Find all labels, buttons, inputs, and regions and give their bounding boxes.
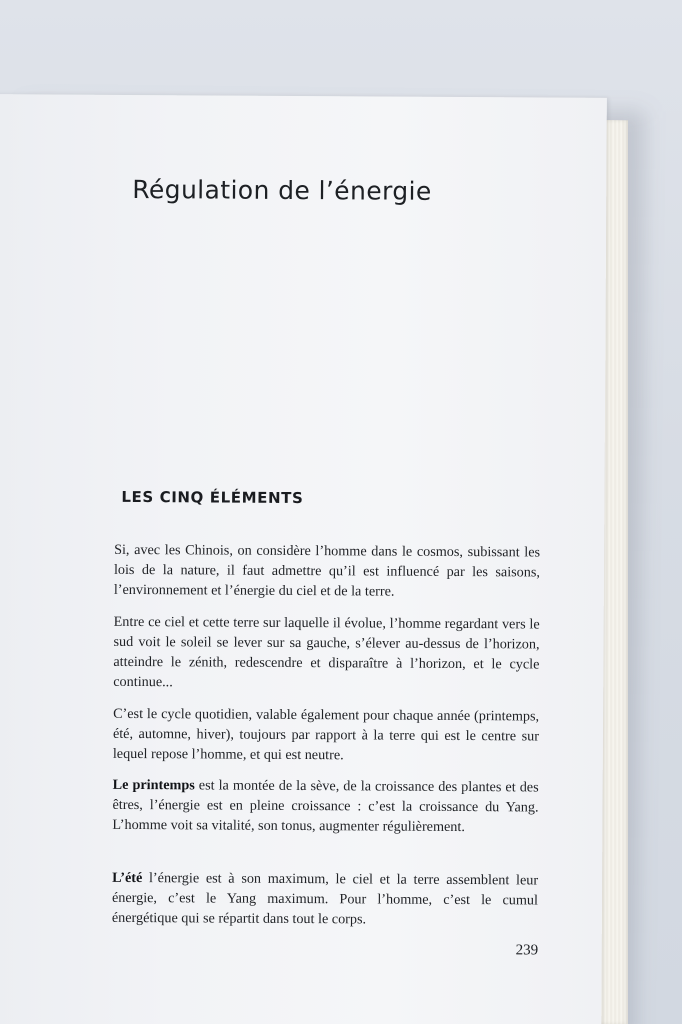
paragraph-2 — [113, 612, 539, 695]
paragraph-4 — [112, 775, 538, 838]
section-heading: LES CINQ ÉLÉMENTS — [121, 487, 304, 508]
page-number: 239 — [515, 942, 539, 959]
paragraph-1-text: Si, avec les Chinois, on considère l’homme dans le cosmos, subissant les lois de la nature, il faut admettre qu’il est influencé par les saisons, l’environnement et l’énergie du ciel et de la terre. — [113, 541, 541, 600]
paragraph-5-lead: L’été — [112, 869, 143, 887]
paragraph-4-text: est la montée de la sève, de la croissance des plantes et des êtres, l’énergie est en pleine croissance : c’est la croissance du Yang. L’homme voit sa vitalité, son tonus, augmenter régulièrement. — [112, 777, 539, 836]
chapter-title: Régulation de l’énergie — [132, 174, 432, 206]
paragraph-2-text: Entre ce ciel et cette terre sur laquelle il évolue, l’homme regardant vers le sud voit le soleil se lever sur sa gauche, s’élever au-dessus de l’horizon, atteindre le zénith, redescendre et disparaître à l’horizon, et le cycle continue... — [113, 613, 540, 691]
paragraph-5 — [112, 868, 538, 931]
paragraph-3-text: C’est le cycle quotidien, valable également pour chaque année (printemps, été, automne, hiver), toujours par rapport à la terre qui est le centre sur lequel repose l’homme, et qui est neutre. — [112, 705, 540, 764]
paragraph-5-text: l’énergie est à son maximum, le ciel et la terre assemblent leur énergie, c’est le Yang maximum. Pour l’homme, c’est le cumul énergétique qui se répartit dans tout le corps. — [111, 870, 539, 928]
paragraph-4-lead: Le printemps — [112, 776, 195, 794]
paragraph-3 — [113, 704, 539, 767]
paragraph-1 — [114, 540, 540, 603]
book-page — [0, 94, 607, 1024]
